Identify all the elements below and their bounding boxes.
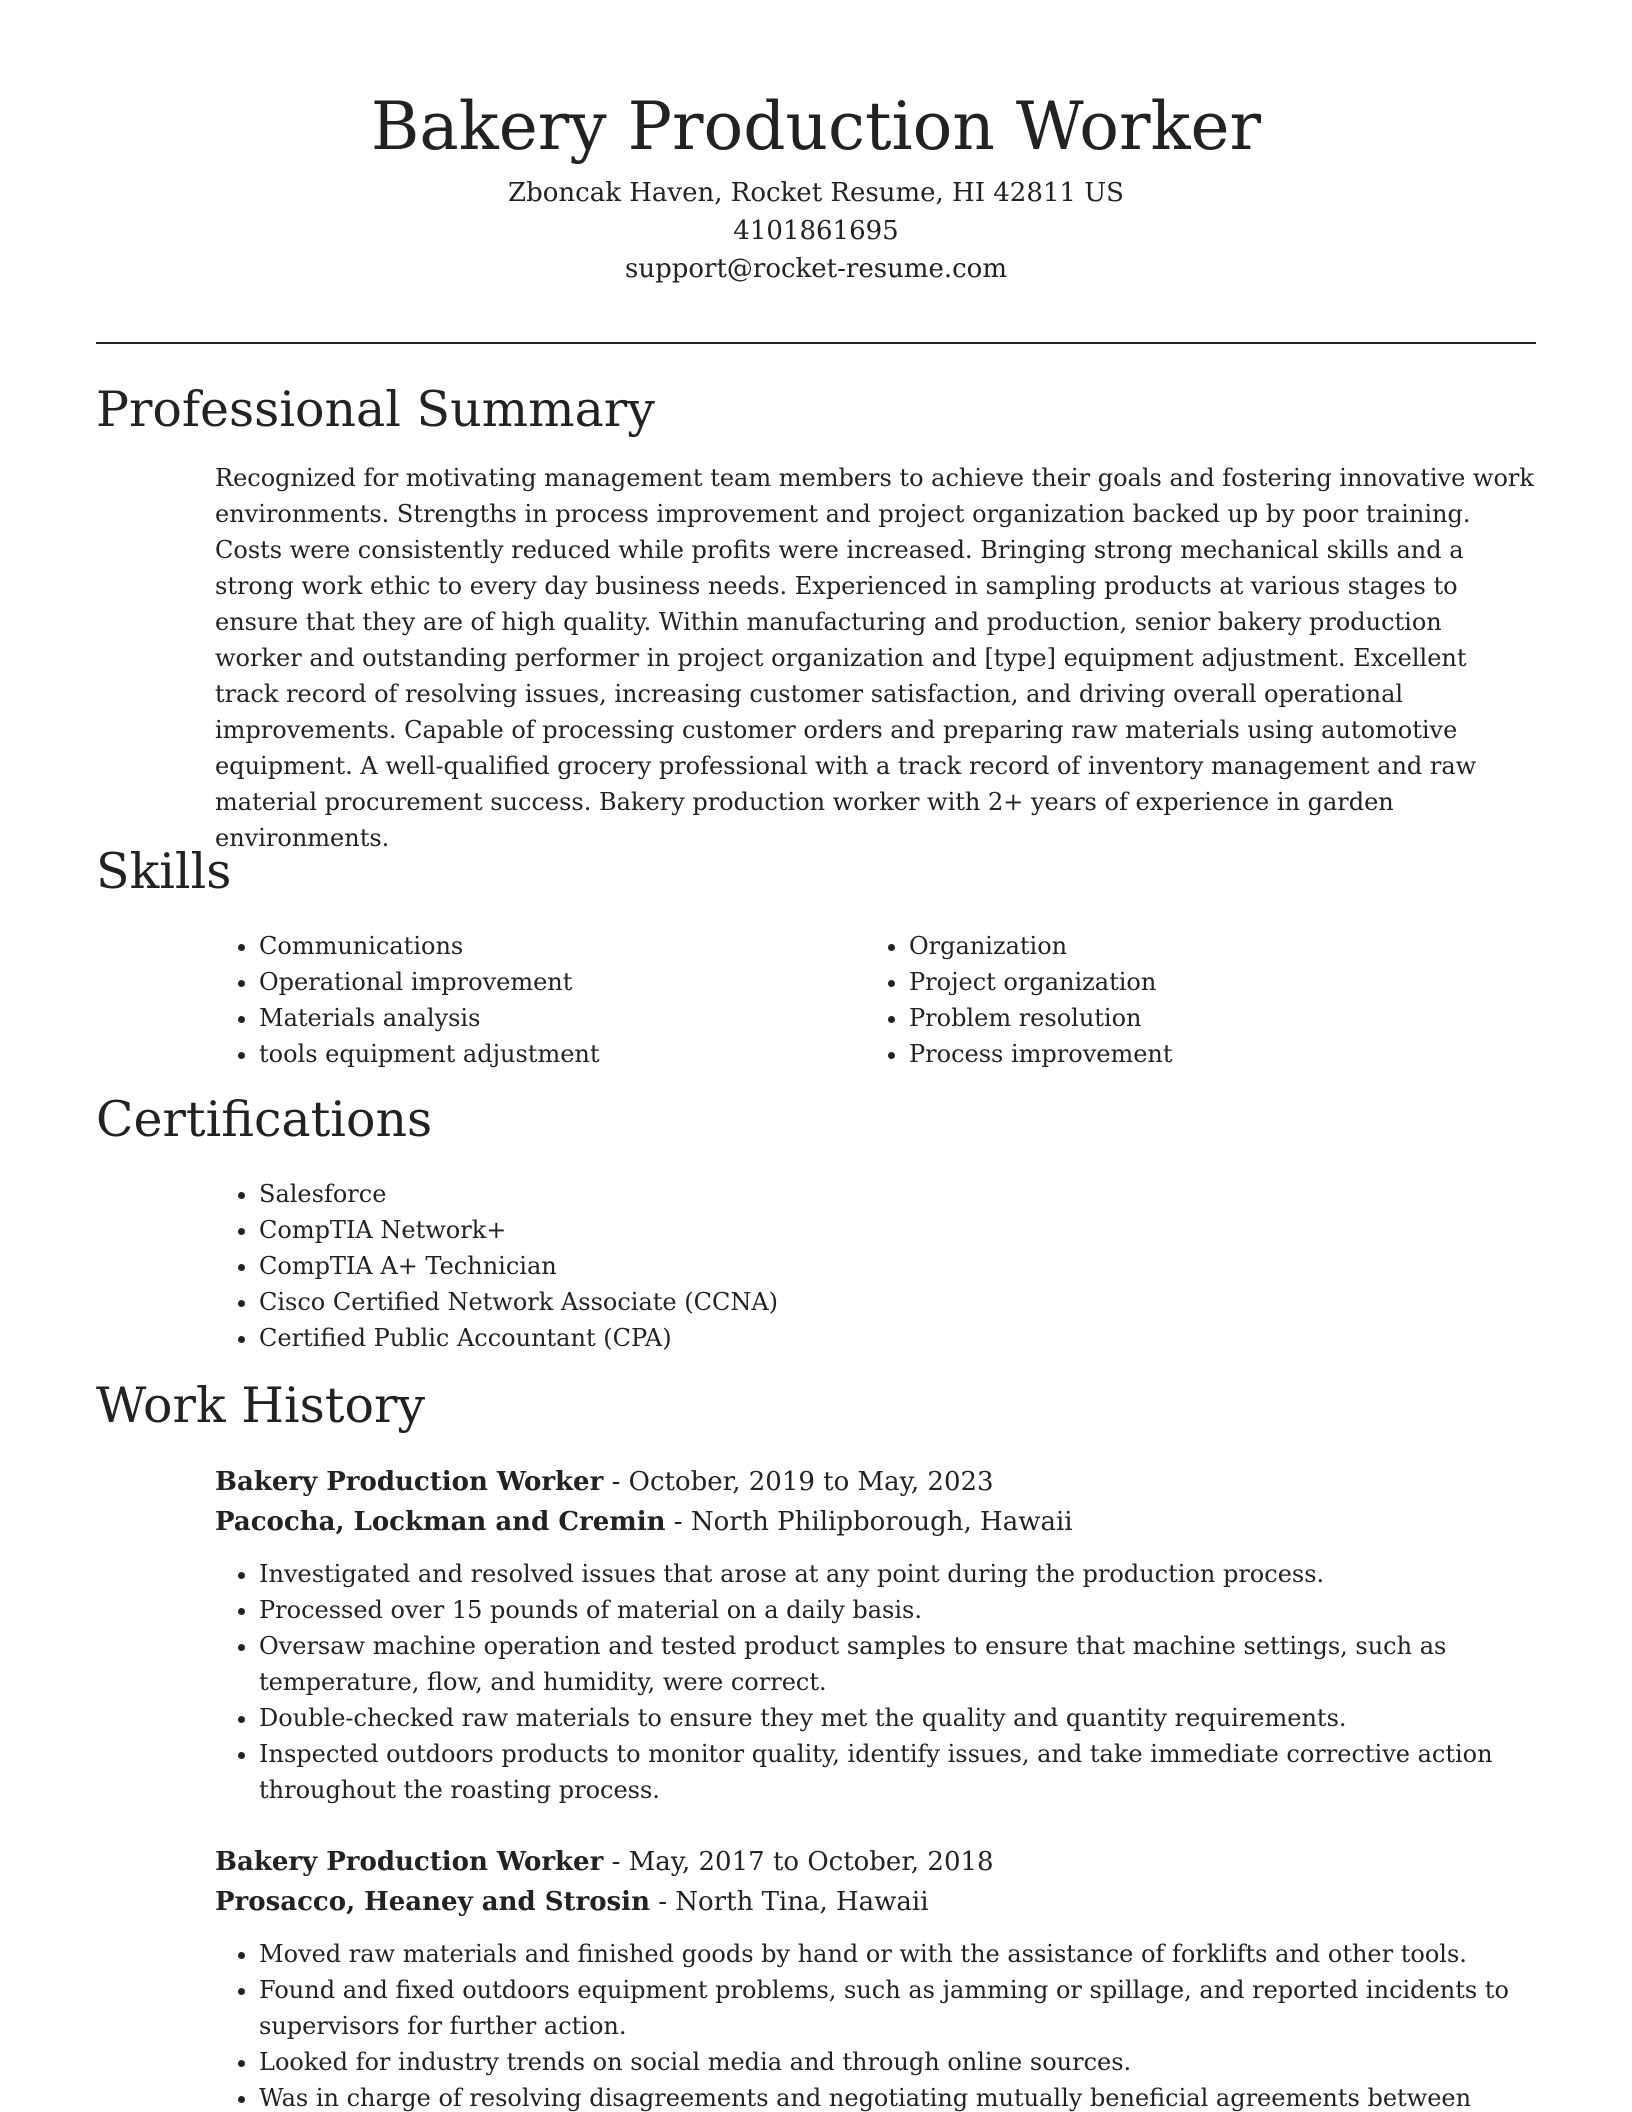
header-divider	[96, 342, 1536, 344]
skill-item: • Materials analysis	[259, 1000, 815, 1036]
certifications-heading: Certifications	[96, 1091, 433, 1148]
job-company: Pacocha, Lockman and Cremin	[215, 1507, 666, 1537]
job-company-line	[215, 1882, 1535, 1922]
work-history-heading: Work History	[96, 1377, 426, 1434]
summary-heading: Professional Summary	[96, 381, 655, 438]
skill-item: • tools equipment adjustment	[259, 1036, 815, 1072]
skills-list-right	[865, 928, 1465, 1072]
summary-text: Recognized for motivating management team members to achieve their goals and fostering innovative work environments. Strengths in process improvement and project organization backed up by poor training. Costs were consistently reduced while profits were increased. Bringing strong mechanical skills and a strong work ethic to every day business needs. Experienced in sampling products at various stages to ensure that they are of high quality. Within manufacturing and production, senior bakery production worker and outstanding performer in project organization and [type] equipment adjustment. Excellent track record of resolving issues, increasing customer satisfaction, and driving overall operational improvements. Capable of processing customer orders and preparing raw materials using automotive equipment. A well-qualified grocery professional with a track record of inventory management and raw material procurement success. Bakery production worker with 2+ years of experience in garden environments.	[215, 464, 1534, 852]
contact-info	[96, 174, 1536, 288]
job-duty-item: • Inspected outdoors products to monitor quality, identify issues, and take immediate corrective action throughout the roasting process.	[259, 1736, 1535, 1808]
job-company: Prosacco, Heaney and Strosin	[215, 1887, 650, 1917]
job-role: Bakery Production Worker	[215, 1847, 604, 1877]
job-duty-item: • Oversaw machine operation and tested product samples to ensure that machine settings, such as temperature, flow, and humidity, were correct.	[259, 1628, 1535, 1700]
job-entry	[215, 1462, 1535, 1808]
certification-item: • Certified Public Accountant (CPA)	[259, 1320, 1535, 1356]
skills-list-left	[215, 928, 815, 1072]
skill-item: • Process improvement	[909, 1036, 1465, 1072]
certification-item: • CompTIA A+ Technician	[259, 1248, 1535, 1284]
skill-item: • Organization	[909, 928, 1465, 964]
job-duty-item: • Processed over 15 pounds of material on a daily basis.	[259, 1592, 1535, 1628]
job-duty-item: • Looked for industry trends on social media and through online sources.	[259, 2044, 1535, 2080]
job-entry	[215, 1842, 1535, 2112]
skills-heading: Skills	[96, 843, 232, 900]
certification-item: • Salesforce	[259, 1176, 1535, 1212]
address: Zboncak Haven, Rocket Resume, HI 42811 US	[508, 178, 1124, 208]
email-address: support@rocket-resume.com	[624, 254, 1007, 284]
job-title-line	[215, 1462, 1535, 1502]
job-duties	[215, 1556, 1535, 1808]
job-duty-item: • Double-checked raw materials to ensure they met the quality and quantity requirements.	[259, 1700, 1535, 1736]
skill-item: • Project organization	[909, 964, 1465, 1000]
job-duty-item: • Was in charge of resolving disagreements and negotiating mutually beneficial agreements between	[259, 2080, 1535, 2112]
job-location: - North Tina, Hawaii	[649, 1887, 929, 1917]
job-duties	[215, 1936, 1535, 2112]
job-dates: - October, 2019 to May, 2023	[603, 1467, 994, 1497]
skill-item: • Communications	[259, 928, 815, 964]
job-duty-item: • Moved raw materials and finished goods by hand or with the assistance of forklifts and other tools.	[259, 1936, 1535, 1972]
skill-item: • Problem resolution	[909, 1000, 1465, 1036]
candidate-name: Bakery Production Worker	[370, 88, 1262, 165]
certification-item: • Cisco Certified Network Associate (CCNA)	[259, 1284, 1535, 1320]
job-dates: - May, 2017 to October, 2018	[603, 1847, 994, 1877]
skill-item: • Operational improvement	[259, 964, 815, 1000]
job-role: Bakery Production Worker	[215, 1467, 604, 1497]
job-duty-item: • Investigated and resolved issues that arose at any point during the production process.	[259, 1556, 1535, 1592]
certification-item: • CompTIA Network+	[259, 1212, 1535, 1248]
job-company-line	[215, 1502, 1535, 1542]
resume-header	[96, 84, 1536, 288]
job-duty-item: • Found and fixed outdoors equipment problems, such as jamming or spillage, and reported incidents to supervisors for further action.	[259, 1972, 1535, 2044]
phone-number: 4101861695	[733, 216, 899, 246]
job-location: - North Philipborough, Hawaii	[665, 1507, 1073, 1537]
job-title-line	[215, 1842, 1535, 1882]
certifications-list	[215, 1176, 1535, 1356]
